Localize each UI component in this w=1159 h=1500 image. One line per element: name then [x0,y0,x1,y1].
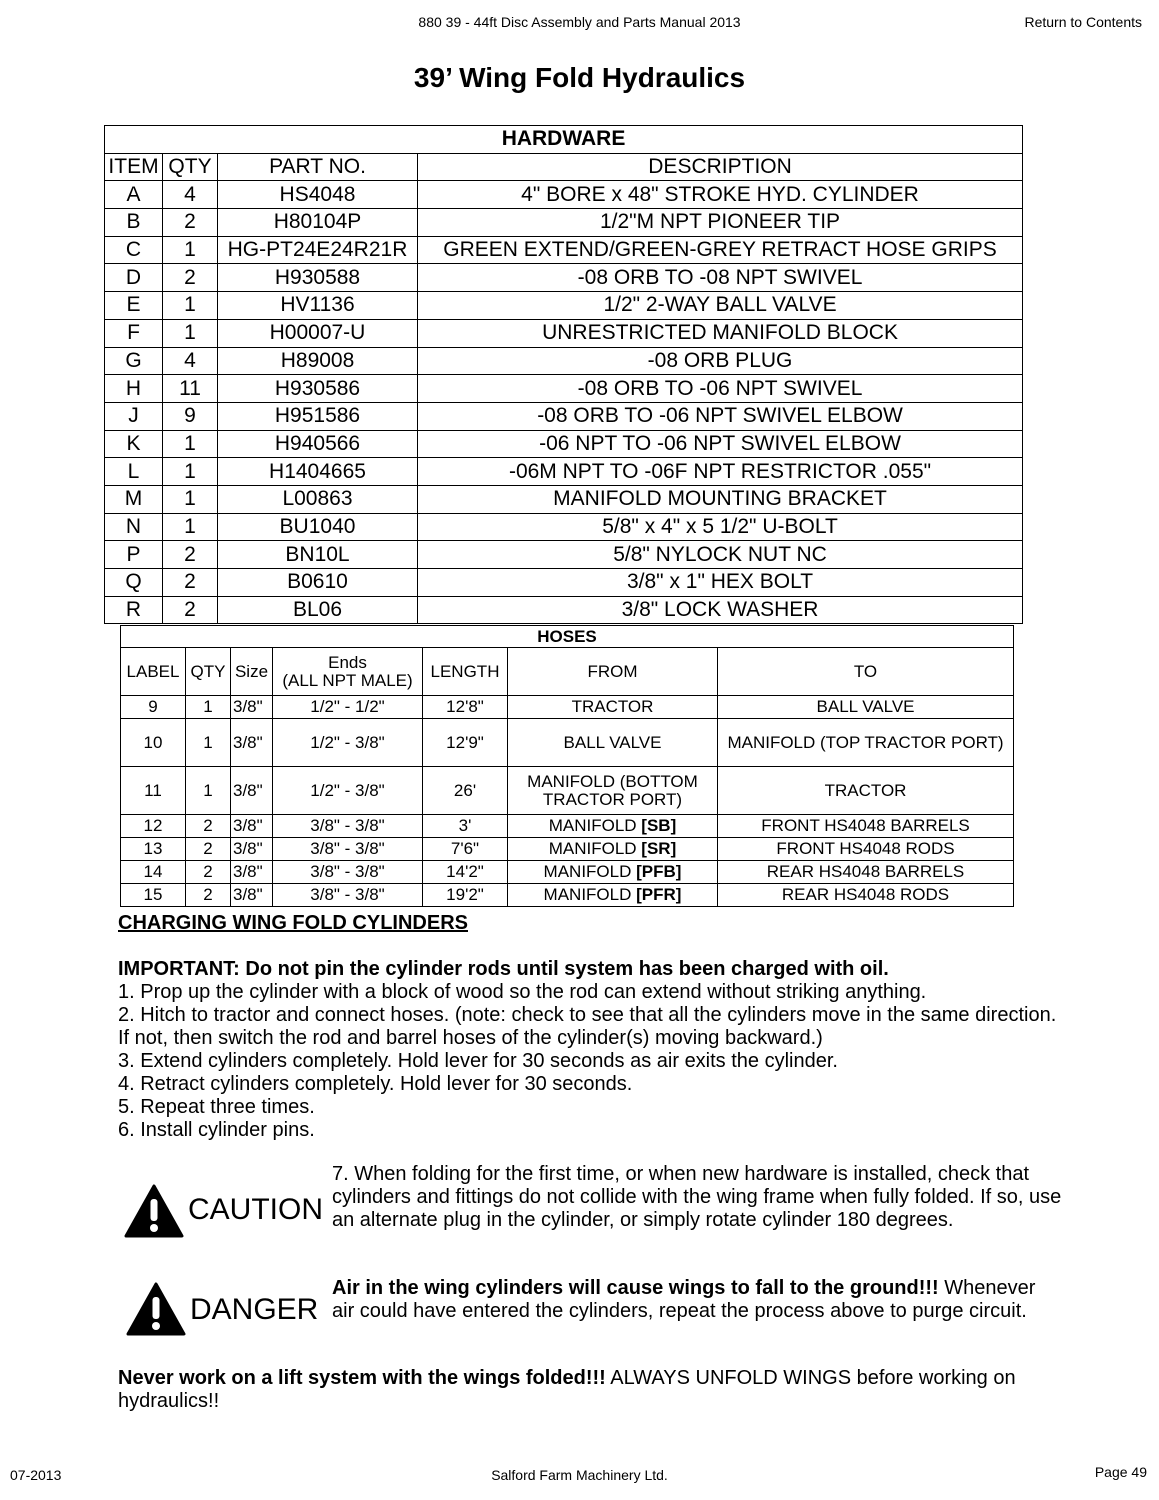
column-header-to: TO [718,648,1014,696]
hardware-table [104,125,1023,624]
step-3: 3. Extend cylinders completely. Hold lever for 30 seconds as air exits the cylinder. [118,1050,838,1072]
warning-triangle-icon [124,1184,184,1238]
cell-item: P [105,541,163,569]
final-warning [118,1367,1048,1413]
cell-qty: 4 [163,347,218,375]
column-header-qty: QTY [186,648,231,696]
table-row [105,569,1023,597]
table-row [105,430,1023,458]
hoses-caption: HOSES [121,626,1014,648]
hardware-caption: HARDWARE [105,126,1023,154]
cell-item: E [105,292,163,320]
from-location: TRACTOR [571,697,654,716]
cell-part-no: H00007-U [218,319,418,347]
column-header-from: FROM [508,648,718,696]
cell-item: J [105,402,163,430]
column-header-ends: Ends (ALL NPT MALE) [273,648,423,696]
cell-description: MANIFOLD MOUNTING BRACKET [418,485,1023,513]
from-location: MANIFOLD [543,862,637,881]
cell-item: F [105,319,163,347]
table-row [105,375,1023,403]
cell-from [508,767,718,815]
cell-item: D [105,264,163,292]
table-row [105,236,1023,264]
from-location: MANIFOLD [548,839,642,858]
cell-to: REAR HS4048 BARRELS [718,861,1014,884]
table-row [105,292,1023,320]
table-row [105,596,1023,624]
cell-description: GREEN EXTEND/GREEN-GREY RETRACT HOSE GRIPS [418,236,1023,264]
cell-label: 11 [121,767,186,815]
cell-length: 12'8" [423,696,508,719]
table-row [105,513,1023,541]
cell-description: 4" BORE x 48" STROKE HYD. CYLINDER [418,181,1023,209]
cell-description: 3/8" LOCK WASHER [418,596,1023,624]
table-row [105,541,1023,569]
cell-size: 3/8" [231,838,273,861]
cell-qty: 2 [186,815,231,838]
danger-text: Whenever air could have entered the cylinders, repeat the process above to purge circuit. [332,1277,1036,1322]
cell-description: UNRESTRICTED MANIFOLD BLOCK [418,319,1023,347]
cell-qty: 1 [186,696,231,719]
cell-size: 3/8" [231,884,273,907]
cell-item: L [105,458,163,486]
cell-description: -08 ORB PLUG [418,347,1023,375]
cell-ends: 3/8" - 3/8" [273,815,423,838]
cell-qty: 2 [163,209,218,237]
cell-qty: 1 [163,485,218,513]
column-header-size: Size [231,648,273,696]
cell-size: 3/8" [231,861,273,884]
cell-part-no: H951586 [218,402,418,430]
cell-description: -08 ORB TO -06 NPT SWIVEL [418,375,1023,403]
cell-to: FRONT HS4048 RODS [718,838,1014,861]
cell-item: R [105,596,163,624]
cell-item: C [105,236,163,264]
cell-ends: 1/2" - 1/2" [273,696,423,719]
cell-length: 19'2" [423,884,508,907]
table-row [121,815,1014,838]
port-code: [PFB] [636,862,682,881]
table-row [121,696,1014,719]
cell-label: 13 [121,838,186,861]
cell-description: 1/2" 2-WAY BALL VALVE [418,292,1023,320]
table-row [105,181,1023,209]
cell-ends: 1/2" - 3/8" [273,719,423,767]
caution-label: CAUTION [188,1193,323,1226]
cell-part-no: HV1136 [218,292,418,320]
cell-to: TRACTOR [718,767,1014,815]
cell-description: 3/8" x 1" HEX BOLT [418,569,1023,597]
cell-part-no: H89008 [218,347,418,375]
final-warning-text: ALWAYS UNFOLD WINGS before working on hydraulics!! [118,1367,1016,1412]
cell-to: FRONT HS4048 BARRELS [718,815,1014,838]
cell-label: 12 [121,815,186,838]
cell-item: N [105,513,163,541]
cell-length: 7'6" [423,838,508,861]
cell-part-no: L00863 [218,485,418,513]
cell-from [508,861,718,884]
table-row [105,209,1023,237]
charging-heading-text: CHARGING WING FOLD CYLINDERS [118,912,468,934]
step-1: 1. Prop up the cylinder with a block of wood so the rod can extend without striking anything. [118,981,927,1003]
cell-part-no: H80104P [218,209,418,237]
danger-bold-text: Air in the wing cylinders will cause wings to fall to the ground!!! [332,1277,939,1299]
column-header-item: ITEM [105,153,163,181]
from-location: BALL VALVE [563,732,662,752]
hoses-table [120,625,1014,907]
cell-qty: 11 [163,375,218,403]
cell-part-no: BN10L [218,541,418,569]
cell-part-no: BU1040 [218,513,418,541]
cell-description: -08 ORB TO -06 NPT SWIVEL ELBOW [418,402,1023,430]
danger-label: DANGER [190,1293,319,1326]
cell-to: MANIFOLD (TOP TRACTOR PORT) [718,719,1014,767]
cell-qty: 1 [163,292,218,320]
cell-ends: 3/8" - 3/8" [273,861,423,884]
table-row [105,485,1023,513]
cell-from [508,696,718,719]
from-location: MANIFOLD [548,816,642,835]
cell-part-no: BL06 [218,596,418,624]
cell-qty: 1 [163,319,218,347]
table-row [105,264,1023,292]
cell-item: M [105,485,163,513]
cell-label: 15 [121,884,186,907]
step-4: 4. Retract cylinders completely. Hold lever for 30 seconds. [118,1073,633,1095]
cell-description: -06 NPT TO -06 NPT SWIVEL ELBOW [418,430,1023,458]
footer-company: Salford Farm Machinery Ltd. [491,1467,668,1483]
cell-description: 1/2"M NPT PIONEER TIP [418,209,1023,237]
cell-from [508,815,718,838]
cell-qty: 1 [163,430,218,458]
column-header-description: DESCRIPTION [418,153,1023,181]
cell-length: 3' [423,815,508,838]
port-code: [PFR] [636,885,682,904]
from-location: MANIFOLD [543,885,637,904]
table-row [121,884,1014,907]
cell-item: B [105,209,163,237]
table-row [121,767,1014,815]
cell-description: -06M NPT TO -06F NPT RESTRICTOR .055" [418,458,1023,486]
from-location: MANIFOLD (BOTTOM TRACTOR PORT) [527,771,703,809]
cell-length: 26' [423,767,508,815]
cell-qty: 2 [186,838,231,861]
cell-qty: 9 [163,402,218,430]
cell-description: 5/8" x 4" x 5 1/2" U-BOLT [418,513,1023,541]
table-row [121,719,1014,767]
cell-qty: 1 [186,767,231,815]
final-warning-bold: Never work on a lift system with the wings folded!!! [118,1367,606,1389]
cell-description: 5/8" NYLOCK NUT NC [418,541,1023,569]
page-title: 39’ Wing Fold Hydraulics [413,62,746,93]
cell-size: 3/8" [231,767,273,815]
cell-item: G [105,347,163,375]
cell-qty: 1 [186,719,231,767]
cell-ends: 1/2" - 3/8" [273,767,423,815]
cell-qty: 4 [163,181,218,209]
cell-size: 3/8" [231,719,273,767]
table-row [121,838,1014,861]
column-header-part-no: PART NO. [218,153,418,181]
cell-qty: 2 [163,541,218,569]
cell-part-no: H930588 [218,264,418,292]
warning-triangle-icon [126,1282,186,1336]
column-header-length: LENGTH [423,648,508,696]
cell-to: REAR HS4048 RODS [718,884,1014,907]
cell-label: 14 [121,861,186,884]
cell-part-no: H1404665 [218,458,418,486]
charging-heading [118,912,468,935]
footer-page-number: Page 49 [1094,1464,1147,1480]
table-row [105,458,1023,486]
document-header-title: 880 39 - 44ft Disc Assembly and Parts Manual 2013 [418,14,741,30]
table-row [105,347,1023,375]
cell-length: 12'9" [423,719,508,767]
cell-item: A [105,181,163,209]
cell-qty: 1 [163,458,218,486]
cell-label: 9 [121,696,186,719]
step-5: 5. Repeat three times. [118,1096,315,1118]
danger-text-block [332,1277,1052,1323]
cell-ends: 3/8" - 3/8" [273,838,423,861]
cell-qty: 2 [186,861,231,884]
footer-date: 07-2013 [10,1467,62,1483]
cell-part-no: HS4048 [218,181,418,209]
important-note: IMPORTANT: Do not pin the cylinder rods until system has been charged with oil. [118,958,889,980]
table-row [121,861,1014,884]
cell-qty: 2 [163,264,218,292]
port-code: [SR] [641,839,677,858]
cell-qty: 1 [163,236,218,264]
cell-part-no: B0610 [218,569,418,597]
step-2: 2. Hitch to tractor and connect hoses. (note: check to see that all the cylinders move in the same direction. If not, then switch the rod and barrel hoses of the cylinder(s) moving backward.) [118,1004,1057,1049]
cell-qty: 2 [186,884,231,907]
cell-size: 3/8" [231,815,273,838]
cell-part-no: HG-PT24E24R21R [218,236,418,264]
cell-from [508,838,718,861]
table-row [105,402,1023,430]
cell-size: 3/8" [231,696,273,719]
column-header-qty: QTY [163,153,218,181]
cell-item: K [105,430,163,458]
column-header-label: LABEL [121,648,186,696]
cell-item: Q [105,569,163,597]
cell-qty: 1 [163,513,218,541]
cell-part-no: H940566 [218,430,418,458]
cell-label: 10 [121,719,186,767]
table-row [105,319,1023,347]
caution-text: 7. When folding for the first time, or when new hardware is installed, check that cylinders and fittings do not collide with the wing frame when fully folded. If so, use an alternate plug in the cylinder, or simply rotate cylinder 180 degrees. [332,1163,1062,1231]
step-6: 6. Install cylinder pins. [118,1119,315,1141]
cell-to: BALL VALVE [718,696,1014,719]
cell-ends: 3/8" - 3/8" [273,884,423,907]
cell-part-no: H930586 [218,375,418,403]
port-code: [SB] [641,816,677,835]
cell-qty: 2 [163,596,218,624]
cell-length: 14'2" [423,861,508,884]
return-to-contents-link[interactable]: Return to Contents [1024,14,1142,30]
cell-qty: 2 [163,569,218,597]
charging-instructions [118,958,1058,1142]
cell-description: -08 ORB TO -08 NPT SWIVEL [418,264,1023,292]
cell-from [508,884,718,907]
cell-item: H [105,375,163,403]
cell-from [508,719,718,767]
